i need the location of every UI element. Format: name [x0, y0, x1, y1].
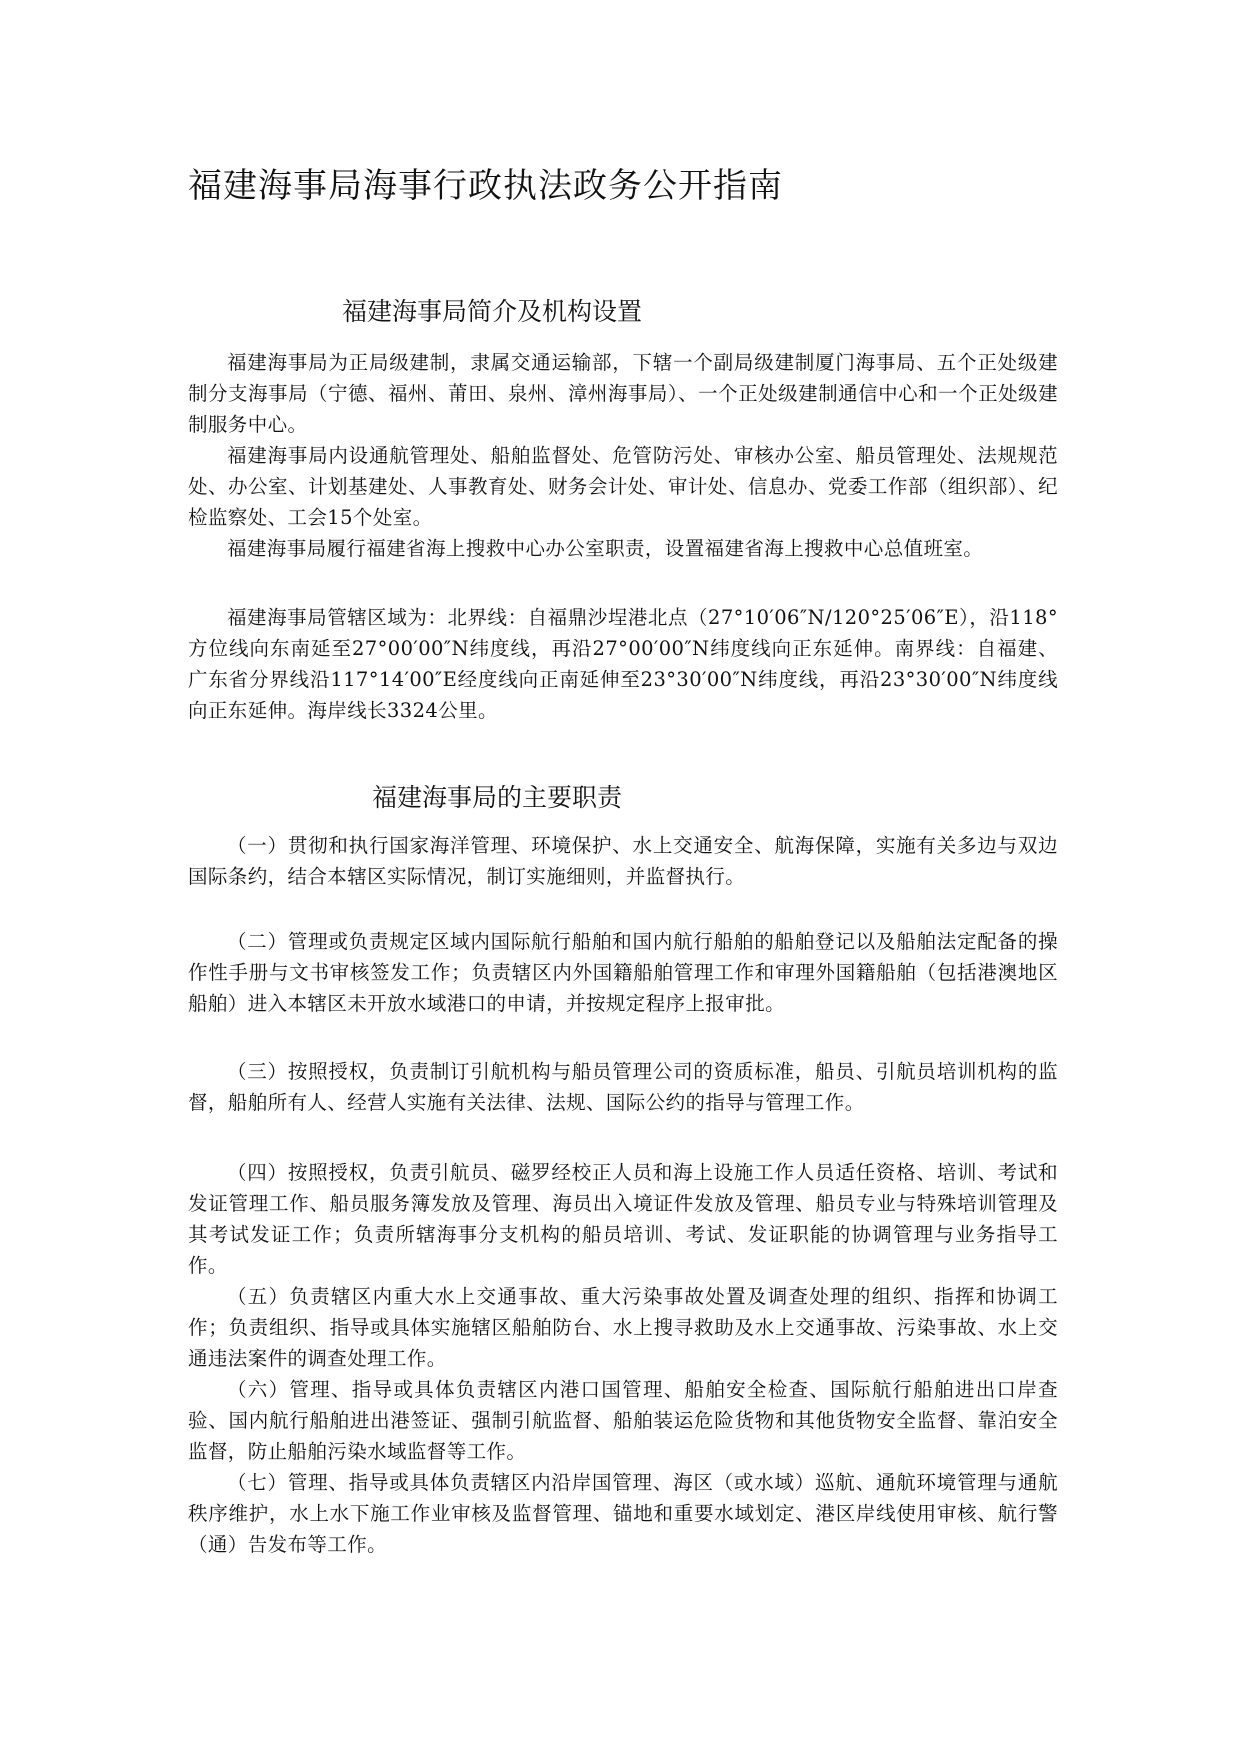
- intro-paragraphs: [188, 347, 1058, 564]
- jurisdiction-paragraph: 福建海事局管辖区域为：北界线：自福鼎沙埕港北点（27°10′06″N/120°25′06″E），沿118°方位线向东南延至27°00′00″N纬度线，再沿27°00′00″N纬度线向正东延伸。南界线：自福建、广东省分界线沿117°14′00″E经度线向正南延伸至23°30′00″N纬度线，再沿23°30′00″N纬度线向正东延伸。海岸线长3324公里。: [188, 606, 1058, 722]
- intro-paragraph: 福建海事局为正局级建制，隶属交通运输部，下辖一个副局级建制厦门海事局、五个正处级建制分支海事局（宁德、福州、莆田、泉州、漳州海事局）、一个正处级建制通信中心和一个正处级建制服务中心。: [188, 351, 1058, 436]
- duty-item: （六）管理、指导或具体负责辖区内港口国管理、船舶安全检查、国际航行船舶进出口岸查验、国内航行船舶进出港签证、强制引航监督、船舶装运危险货物和其他货物安全监督、靠泊安全监督，防止船舶污染水域监督等工作。: [188, 1378, 1058, 1463]
- document-title: 福建海事局海事行政执法政务公开指南: [188, 166, 783, 206]
- duty-item-block: [188, 926, 1058, 1019]
- intro-paragraph: 福建海事局内设通航管理处、船舶监督处、危管防污处、审核办公室、船员管理处、法规规范处、办公室、计划基建处、人事教育处、财务会计处、审计处、信息办、党委工作部（组织部）、纪检监察处、工会15个处室。: [188, 444, 1058, 529]
- duty-item: （一）贯彻和执行国家海洋管理、环境保护、水上交通安全、航海保障，实施有关多边与双边国际条约，结合本辖区实际情况，制订实施细则，并监督执行。: [188, 834, 1058, 888]
- duty-item-block: [188, 830, 1058, 892]
- duty-items-group: [188, 1157, 1058, 1560]
- section-heading-intro: 福建海事局简介及机构设置: [342, 297, 643, 326]
- intro-paragraph: 福建海事局履行福建省海上搜救中心办公室职责，设置福建省海上搜救中心总值班室。: [227, 537, 984, 560]
- section-heading-duties: 福建海事局的主要职责: [372, 783, 623, 812]
- jurisdiction-block: [188, 602, 1058, 726]
- duty-item: （三）按照授权，负责制订引航机构与船员管理公司的资质标准，船员、引航员培训机构的监督，船舶所有人、经营人实施有关法律、法规、国际公约的指导与管理工作。: [188, 1060, 1058, 1114]
- duty-item: （七）管理、指导或具体负责辖区内沿岸国管理、海区（或水域）巡航、通航环境管理与通航秩序维护，水上水下施工作业审核及监督管理、锚地和重要水域划定、港区岸线使用审核、航行警（通）告发布等工作。: [188, 1471, 1058, 1556]
- duty-item: （五）负责辖区内重大水上交通事故、重大污染事故处置及调查处理的组织、指挥和协调工作；负责组织、指导或具体实施辖区船舶防台、水上搜寻救助及水上交通事故、污染事故、水上交通违法案件的调查处理工作。: [188, 1285, 1058, 1370]
- duty-item: （二）管理或负责规定区域内国际航行船舶和国内航行船舶的船舶登记以及船舶法定配备的操作性手册与文书审核签发工作；负责辖区内外国籍船舶管理工作和审理外国籍船舶（包括港澳地区船舶）进入本辖区未开放水域港口的申请，并按规定程序上报审批。: [188, 930, 1058, 1015]
- duty-item: （四）按照授权，负责引航员、磁罗经校正人员和海上设施工作人员适任资格、培训、考试和发证管理工作、船员服务簿发放及管理、海员出入境证件发放及管理、船员专业与特殊培训管理及其考试发证工作；负责所辖海事分支机构的船员培训、考试、发证职能的协调管理与业务指导工作。: [188, 1161, 1058, 1277]
- duty-item-block: [188, 1056, 1058, 1118]
